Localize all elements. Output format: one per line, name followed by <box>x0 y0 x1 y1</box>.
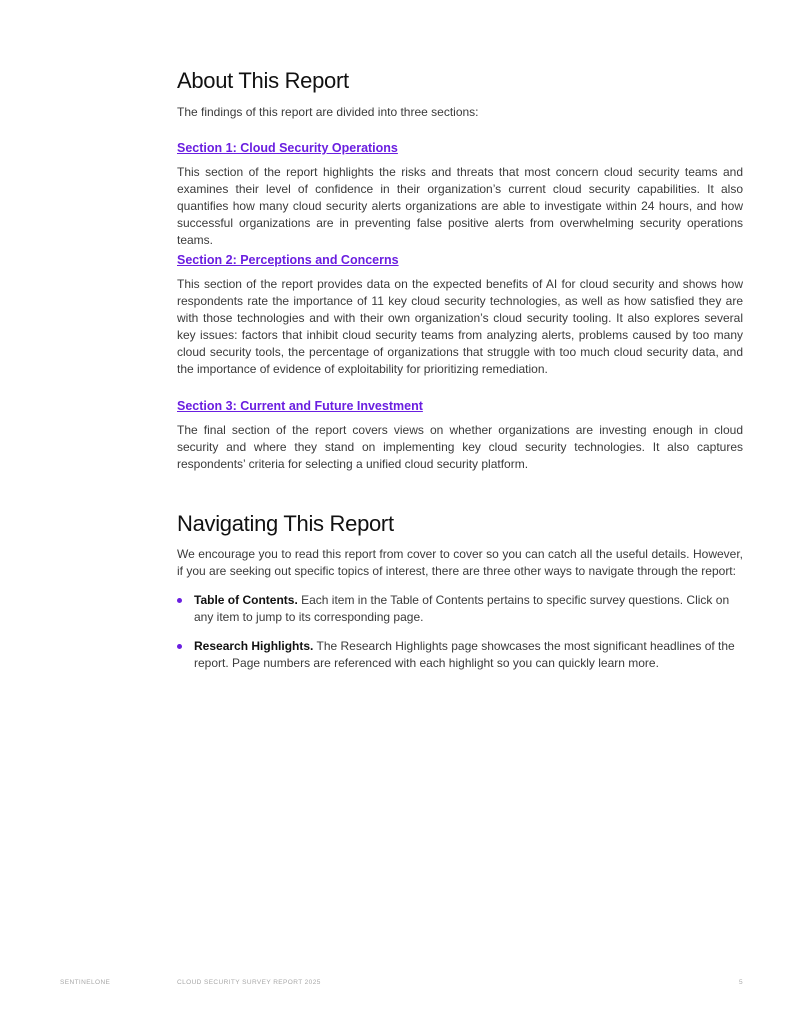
list-item <box>177 592 743 626</box>
section-1-body: This section of the report highlights the risks and threats that most concern cloud security teams and examines their level of confidence in their organization’s current cloud security capabilities. It also quantifies how many cloud security alerts organizations are able to investigate within 24 hours, and how successful organizations are in preventing false positive alerts from overwhelming security operations teams. <box>177 165 743 247</box>
navigating-intro: We encourage you to read this report from cover to cover so you can catch all the useful details. However, if you are seeking out specific topics of interest, there are three other ways to navigate through the report: <box>177 547 743 578</box>
section-3-body: The final section of the report covers views on whether organizations are investing enough in cloud security and where they stand on implementing key cloud security technologies. It also captures respondents’ criteria for selecting a unified cloud security platform. <box>177 423 743 471</box>
section-2-body: This section of the report provides data on the expected benefits of AI for cloud security and shows how respondents rate the importance of 11 key cloud security technologies, as well as how satisfied they are with those technologies and with their own organization’s cloud security tooling. It also explores several key issues: factors that inhibit cloud security teams from analyzing alerts, problems caused by too many cloud security tools, the percentage of organizations that struggle with too much cloud security data, and the importance of evidence of exploitability for prioritizing remediation. <box>177 277 743 376</box>
bullet-title: Research Highlights. <box>194 639 314 653</box>
list-item <box>177 638 743 672</box>
footer-report-title: CLOUD SECURITY SURVEY REPORT 2025 <box>177 979 321 986</box>
bullet-text: Each item in the Table of Contents pertains to specific survey questions. Click on any item to jump to its corresponding page. <box>194 593 730 624</box>
about-intro: The findings of this report are divided into three sections: <box>177 105 479 119</box>
bullet-dot-icon <box>177 644 182 649</box>
bullet-dot-icon <box>177 598 182 603</box>
section-2-link[interactable]: Section 2: Perceptions and Concerns <box>177 253 399 267</box>
footer-brand: SENTINELONE <box>60 979 111 986</box>
navigation-list <box>177 592 743 684</box>
footer-page-number: 5 <box>739 979 744 986</box>
section-1-link[interactable]: Section 1: Cloud Security Operations <box>177 141 398 155</box>
about-heading: About This Report <box>177 68 349 93</box>
bullet-title: Table of Contents. <box>194 593 298 607</box>
bullet-text: The Research Highlights page showcases the most significant headlines of the report. Page numbers are referenced with each highlight so you can quickly learn more. <box>194 639 735 670</box>
section-3-link[interactable]: Section 3: Current and Future Investment <box>177 399 423 413</box>
navigating-heading: Navigating This Report <box>177 511 394 536</box>
